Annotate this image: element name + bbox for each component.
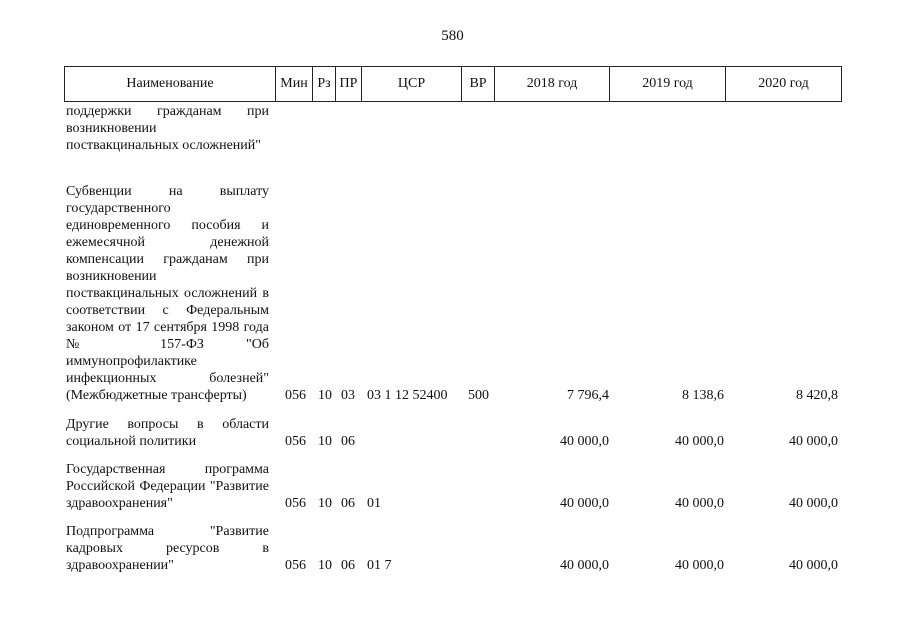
row-2020: 40 000,0 [789,434,838,449]
page-number: 580 [441,28,464,44]
row-2020: 8 420,8 [796,388,838,403]
row-min: 056 [285,434,306,449]
row-name: Другие вопросы в области социальной политики [66,417,269,449]
row-min: 056 [285,558,306,573]
row-pr: 06 [341,434,355,449]
header-csr: ЦСР [362,67,462,102]
row-vr: 500 [468,388,489,403]
row-min: 056 [285,496,306,511]
header-rz: Рз [313,67,336,102]
header-2020: 2020 год [726,67,842,102]
row-pr: 03 [341,388,355,403]
row-2020: 40 000,0 [789,496,838,511]
row-2019: 8 138,6 [682,388,724,403]
row-2020: 40 000,0 [789,558,838,573]
row-2019: 40 000,0 [675,496,724,511]
row-name: Субвенции на выплату государственного единовременного пособия и ежемесячной денежной компенсации гражданам при возникновении поствакцинальных осложнений в соответствии с Федеральным законом от 17 сентября 1998 года № 157-ФЗ "Об иммунопрофилактике инфекционных болезней" (Межбюджетные трансферты) [66,184,269,403]
row-2019: 40 000,0 [675,558,724,573]
row-rz: 10 [318,388,332,403]
header-min: Мин [276,67,313,102]
row-2018: 40 000,0 [560,496,609,511]
row-rz: 10 [318,434,332,449]
row-min: 056 [285,388,306,403]
header-name: Наименование [65,67,276,102]
row-name: поддержки гражданам при возникновении поствакцинальных осложнений" [66,104,269,153]
row-2019: 40 000,0 [675,434,724,449]
header-2019: 2019 год [610,67,726,102]
row-csr: 03 1 12 52400 [367,388,448,403]
header-vr: ВР [462,67,495,102]
row-pr: 06 [341,496,355,511]
row-name: Подпрограмма "Развитие кадровых ресурсов в здравоохранении" [66,524,269,573]
header-pr: ПР [336,67,362,102]
row-2018: 7 796,4 [567,388,609,403]
row-csr: 01 [367,496,381,511]
header-2018: 2018 год [495,67,610,102]
table-header [64,66,842,102]
row-pr: 06 [341,558,355,573]
row-rz: 10 [318,558,332,573]
row-rz: 10 [318,496,332,511]
row-name: Государственная программа Российской Федерации "Развитие здравоохранения" [66,462,269,511]
row-csr: 01 7 [367,558,392,573]
row-2018: 40 000,0 [560,558,609,573]
row-2018: 40 000,0 [560,434,609,449]
